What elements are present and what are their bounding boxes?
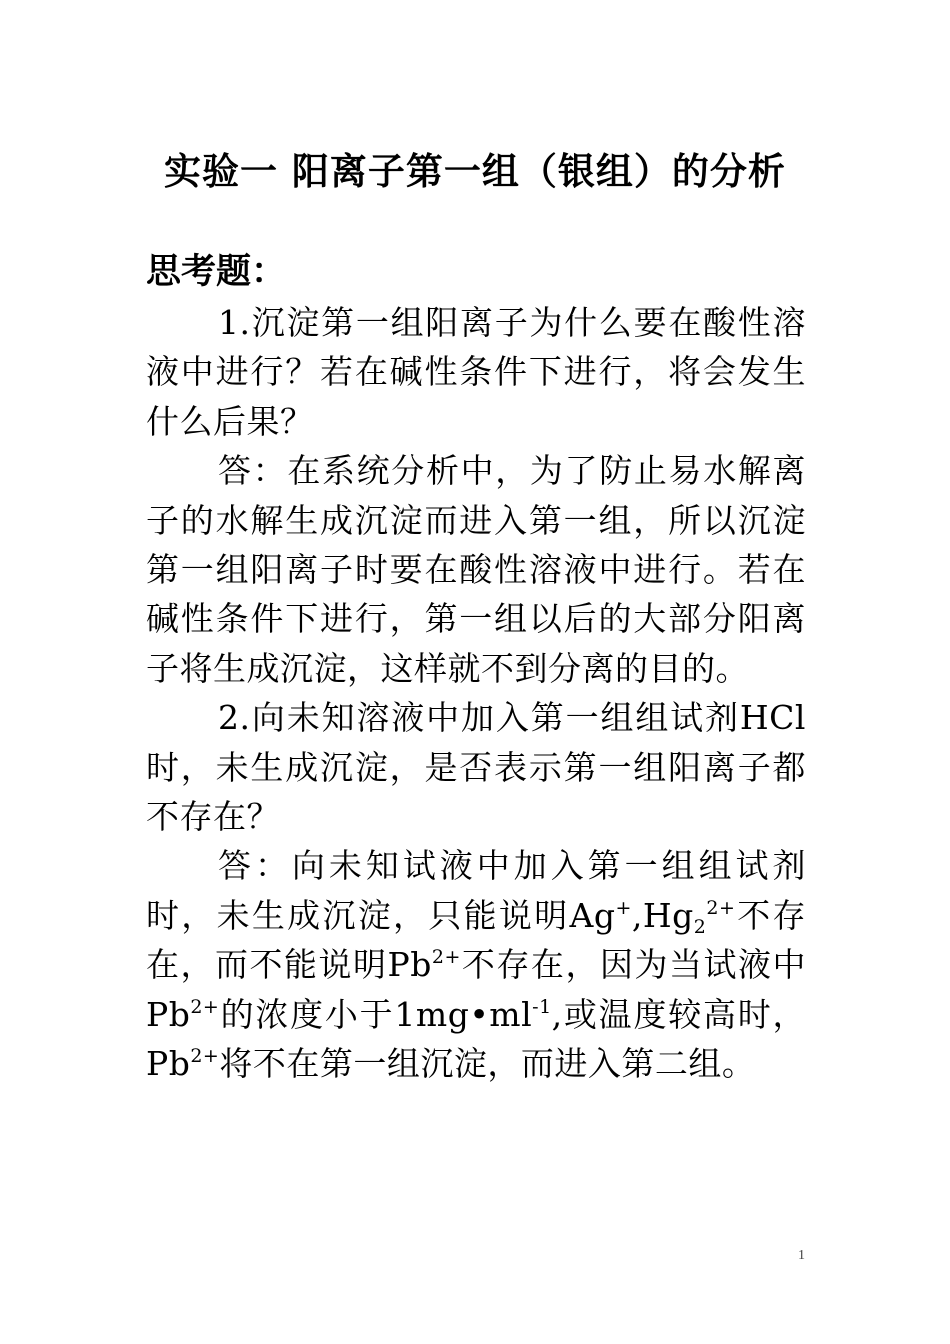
answer-2: [146, 841, 806, 1088]
page-number: 1: [798, 1248, 805, 1263]
question-2: 2.向未知溶液中加入第一组组试剂HCl时，未生成沉淀，是否表示第一组阳离子都不存在？: [146, 698, 806, 837]
superscript: -1: [532, 995, 552, 1018]
answer-2-text: 将不在第一组沉淀，而进入第二组。: [219, 1044, 756, 1084]
superscript: 2+: [706, 896, 736, 919]
answer-2-text: 不存在，因为当试液中Pb: [146, 945, 806, 1034]
answer-2-text: ,或温度较高时，Pb: [146, 994, 806, 1084]
answer-2-text: 不存在，而不能说明Pb: [146, 895, 806, 985]
page-title: 实验一 阳离子第一组（银组）的分析: [164, 150, 786, 193]
answer-1: 答：在系统分析中，为了防止易水解离子的水解生成沉淀而进入第一组，所以沉淀第一组阳离子时要在酸性溶液中进行。若在碱性条件下进行，第一组以后的大部分阳离子将生成沉淀，这样就不到分离的目的。: [146, 451, 806, 688]
question-1: 1.沉淀第一组阳离子为什么要在酸性溶液中进行？若在碱性条件下进行，将会发生什么后果？: [146, 303, 806, 441]
superscript: +: [615, 896, 632, 919]
superscript: 2+: [431, 946, 461, 969]
superscript: 2+: [190, 995, 220, 1018]
section-heading: 思考题：: [146, 252, 287, 292]
superscript: 2+: [190, 1045, 220, 1068]
answer-2-text: 的浓度小于1mg•ml: [219, 994, 533, 1034]
answer-2-text: 答：向未知试液中加入第一组组试剂时，未生成沉淀，只能说明Ag: [146, 846, 806, 935]
answer-2-text: ,Hg: [631, 895, 694, 935]
subscript: 2: [693, 915, 707, 938]
document-body: [146, 298, 806, 1089]
